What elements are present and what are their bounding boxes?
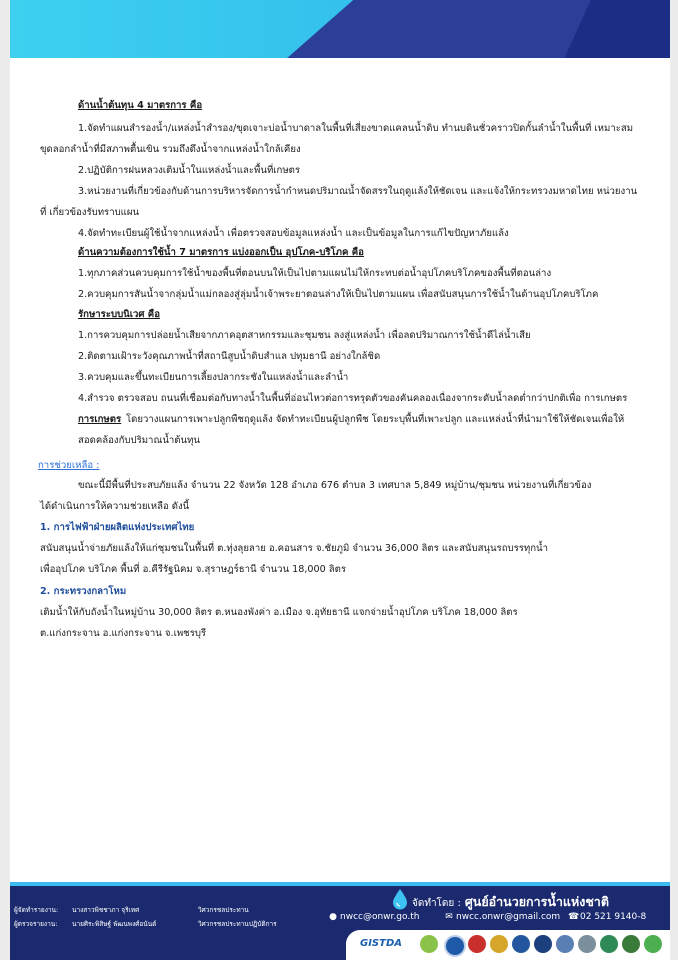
email-contact[interactable]: ✉ nwcc.onwr@gmail.com xyxy=(445,912,561,922)
phone-icon: ☎ xyxy=(568,912,580,922)
partner-logo xyxy=(490,935,508,953)
partner-logo xyxy=(534,935,552,953)
footer-stripe xyxy=(10,882,670,886)
partner-logo xyxy=(556,935,574,953)
paragraph-line: 2.ปฏิบัติการฝนหลวงเติมน้ำในแหล่งน้ำและพื้นที่เกษตร xyxy=(78,165,301,176)
paragraph-line: สอดคล้องกับปริมาณน้ำต้นทุน xyxy=(78,435,200,446)
partner-logo xyxy=(444,935,466,957)
editor-name: นางสาวพิชชาภา จุริเทศ xyxy=(72,906,140,914)
header-band xyxy=(10,0,670,58)
paragraph-line: 2.ควบคุมการสันน้ำจากลุ่มน้ำแม่กลองสู่ลุ่มน้ำเจ้าพระยาตอนล่างให้เป็นไปตามแผน เพื่อสนับสนุนการใช้น้ำในด้านอุปโภคบริโภค xyxy=(78,289,599,300)
paragraph-line: ขณะนี้มีพื้นที่ประสบภัยแล้ง จำนวน 22 จังหวัด 128 อำเภอ 676 ตำบล 3 เทศบาล 5,849 หมู่บ้าน/ชุมชน หน่วยงานที่เกี่ยวข้อง xyxy=(78,480,592,491)
gistda-logo: GISTDA xyxy=(360,938,402,949)
paragraph-line: โดยวางแผนการเพาะปลูกพืชฤดูแล้ง จัดทำทะเบียนผู้ปลูกพืช โดยระบุพื้นที่เพาะปลูก และแหล่งน้ำที่นำมาใช้ให้ชัดเจนเพื่อให้ xyxy=(126,414,625,425)
heading-source-water: ด้านน้ำต้นทุน 4 มาตรการ คือ xyxy=(78,100,203,111)
reviewer-name: นายศิระพิสิษฐ์ พัฒนพงศ์อนันต์ xyxy=(72,920,157,928)
water-drop-icon xyxy=(390,888,410,910)
paragraph-line: 4.สำรวจ ตรวจสอบ ถนนที่เชื่อมต่อกับทางน้ำในพื้นที่อ่อนไหวต่อการทรุดตัวของคันคลองเนื่องจากระดับน้ำลดต่ำกว่าปกติเพื่อ การเกษตร xyxy=(78,393,628,404)
partner-logo xyxy=(420,935,438,953)
partner-logo xyxy=(600,935,618,953)
mail-icon: ✉ xyxy=(445,912,453,922)
paragraph-line: ต.แก่งกระจาน อ.แก่งกระจาน จ.เพชรบุรี xyxy=(40,628,207,639)
partner-logo xyxy=(512,935,530,953)
heading-water-demand: ด้านความต้องการใช้น้ำ 7 มาตรการ แบ่งออกเป็น อุปโภค-บริโภค คือ xyxy=(78,247,364,258)
partner-logo xyxy=(468,935,486,953)
website-contact[interactable]: ● nwcc@onwr.go.th xyxy=(329,912,420,922)
reviewer-label: ผู้ตรวจรายงาน: xyxy=(14,920,58,928)
center-name: ศูนย์อำนวยการน้ำแห่งชาติ xyxy=(464,894,609,909)
paragraph-line: 3.ควบคุมและขึ้นทะเบียนการเลี้ยงปลากระชังในแหล่งน้ำและลำน้ำ xyxy=(78,372,349,383)
paragraph-line: 1.ทุกภาคส่วนควบคุมการใช้น้ำของพื้นที่ตอนบนให้เป็นไปตามแผนไม่ให้กระทบต่อน้ำอุปโภคบริโภคของพื้นที่ตอนล่าง xyxy=(78,268,552,279)
paragraph-line: ที่ เกี่ยวข้องรับทราบแผน xyxy=(40,207,140,218)
heading-ecosystem: รักษาระบบนิเวศ คือ xyxy=(78,309,160,320)
reviewer-role: วิศวกรชลประทานปฏิบัติการ xyxy=(198,920,277,928)
prepared-by-label: จัดทำโดย : xyxy=(412,898,461,909)
editor-label: ผู้จัดทำรายงาน: xyxy=(14,906,59,914)
paragraph-line: เติมน้ำให้กับถังน้ำในหมู่บ้าน 30,000 ลิตร ต.หนองพังค่า อ.เมือง จ.อุทัยธานี แจกจ่ายน้ำอุปโภค บริโภค 18,000 ลิตร xyxy=(40,607,518,618)
partner-logo xyxy=(644,935,662,953)
assistance-heading-link[interactable]: การช่วยเหลือ : xyxy=(38,460,100,471)
editor-role: วิศวกรชลประทาน xyxy=(198,906,249,914)
phone-contact[interactable]: ☎02 521 9140-8 xyxy=(568,912,647,922)
partner-logo xyxy=(578,935,596,953)
paragraph-line: 1.จัดทำแผนสำรองน้ำ/แหล่งน้ำสำรอง/ขุดเจาะบ่อน้ำบาดาลในพื้นที่เสี่ยงขาดแคลนน้ำดิบ ทำนบดินชั่วคราวปิดกั้นลำน้ำในพื้นที่ เหมาะสม xyxy=(78,123,634,134)
footer xyxy=(10,882,670,960)
document-page xyxy=(10,0,670,960)
paragraph-line: ขุดลอกลำน้ำที่มีสภาพตื้นเขิน รวมถึงดึงน้ำจากแหล่งน้ำใกล้เคียง xyxy=(40,144,301,155)
center-brand xyxy=(412,892,609,912)
globe-icon: ● xyxy=(329,912,337,922)
paragraph-line: ได้ดำเนินการให้ความช่วยเหลือ ดังนี้ xyxy=(40,501,190,512)
paragraph-line: 4.จัดทำทะเบียนผู้ใช้น้ำจากแหล่งน้ำ เพื่อตรวจสอบข้อมูลแหล่งน้ำ และเป็นข้อมูลในการแก้ไขปัญหาภัยแล้ง xyxy=(78,228,509,239)
paragraph-line: เพื่ออุปโภค บริโภค พื้นที่ อ.คีรีรัฐนิคม จ.สุราษฎร์ธานี จำนวน 18,000 ลิตร xyxy=(40,564,347,575)
paragraph-line: สนับสนุนน้ำจ่ายภัยแล้งให้แก่ชุมชนในพื้นที่ ต.ทุ่งลุยลาย อ.คอนสาร จ.ชัยภูมิ จำนวน 36,000 ลิตร และสนับสนุนรถบรรทุกน้ำ xyxy=(40,543,548,554)
paragraph-line: 1.การควบคุมการปล่อยน้ำเสียจากภาคอุตสาหกรรมและชุมชน ลงสู่แหล่งน้ำ เพื่อลดปริมาณการใช้น้ำดีไล่น้ำเสีย xyxy=(78,330,531,341)
partner-logo xyxy=(622,935,640,953)
heading-egat: 1. การไฟฟ้าฝ่ายผลิตแห่งประเทศไทย xyxy=(40,522,195,533)
heading-defence-ministry: 2. กระทรวงกลาโหม xyxy=(40,586,127,597)
heading-agriculture: การเกษตร xyxy=(78,414,122,425)
paragraph-line: 3.หน่วยงานที่เกี่ยวข้องกับด้านการบริหารจัดการน้ำกำหนดปริมาณน้ำจัดสรรในฤดูแล้งให้ชัดเจน และแจ้งให้กระทรวงมหาดไทย หน่วยงาน xyxy=(78,186,638,197)
paragraph-line: 2.ติดตามเฝ้าระวังคุณภาพน้ำที่สถานีสูบน้ำดิบสำแล ปทุมธานี อย่างใกล้ชิด xyxy=(78,351,381,362)
